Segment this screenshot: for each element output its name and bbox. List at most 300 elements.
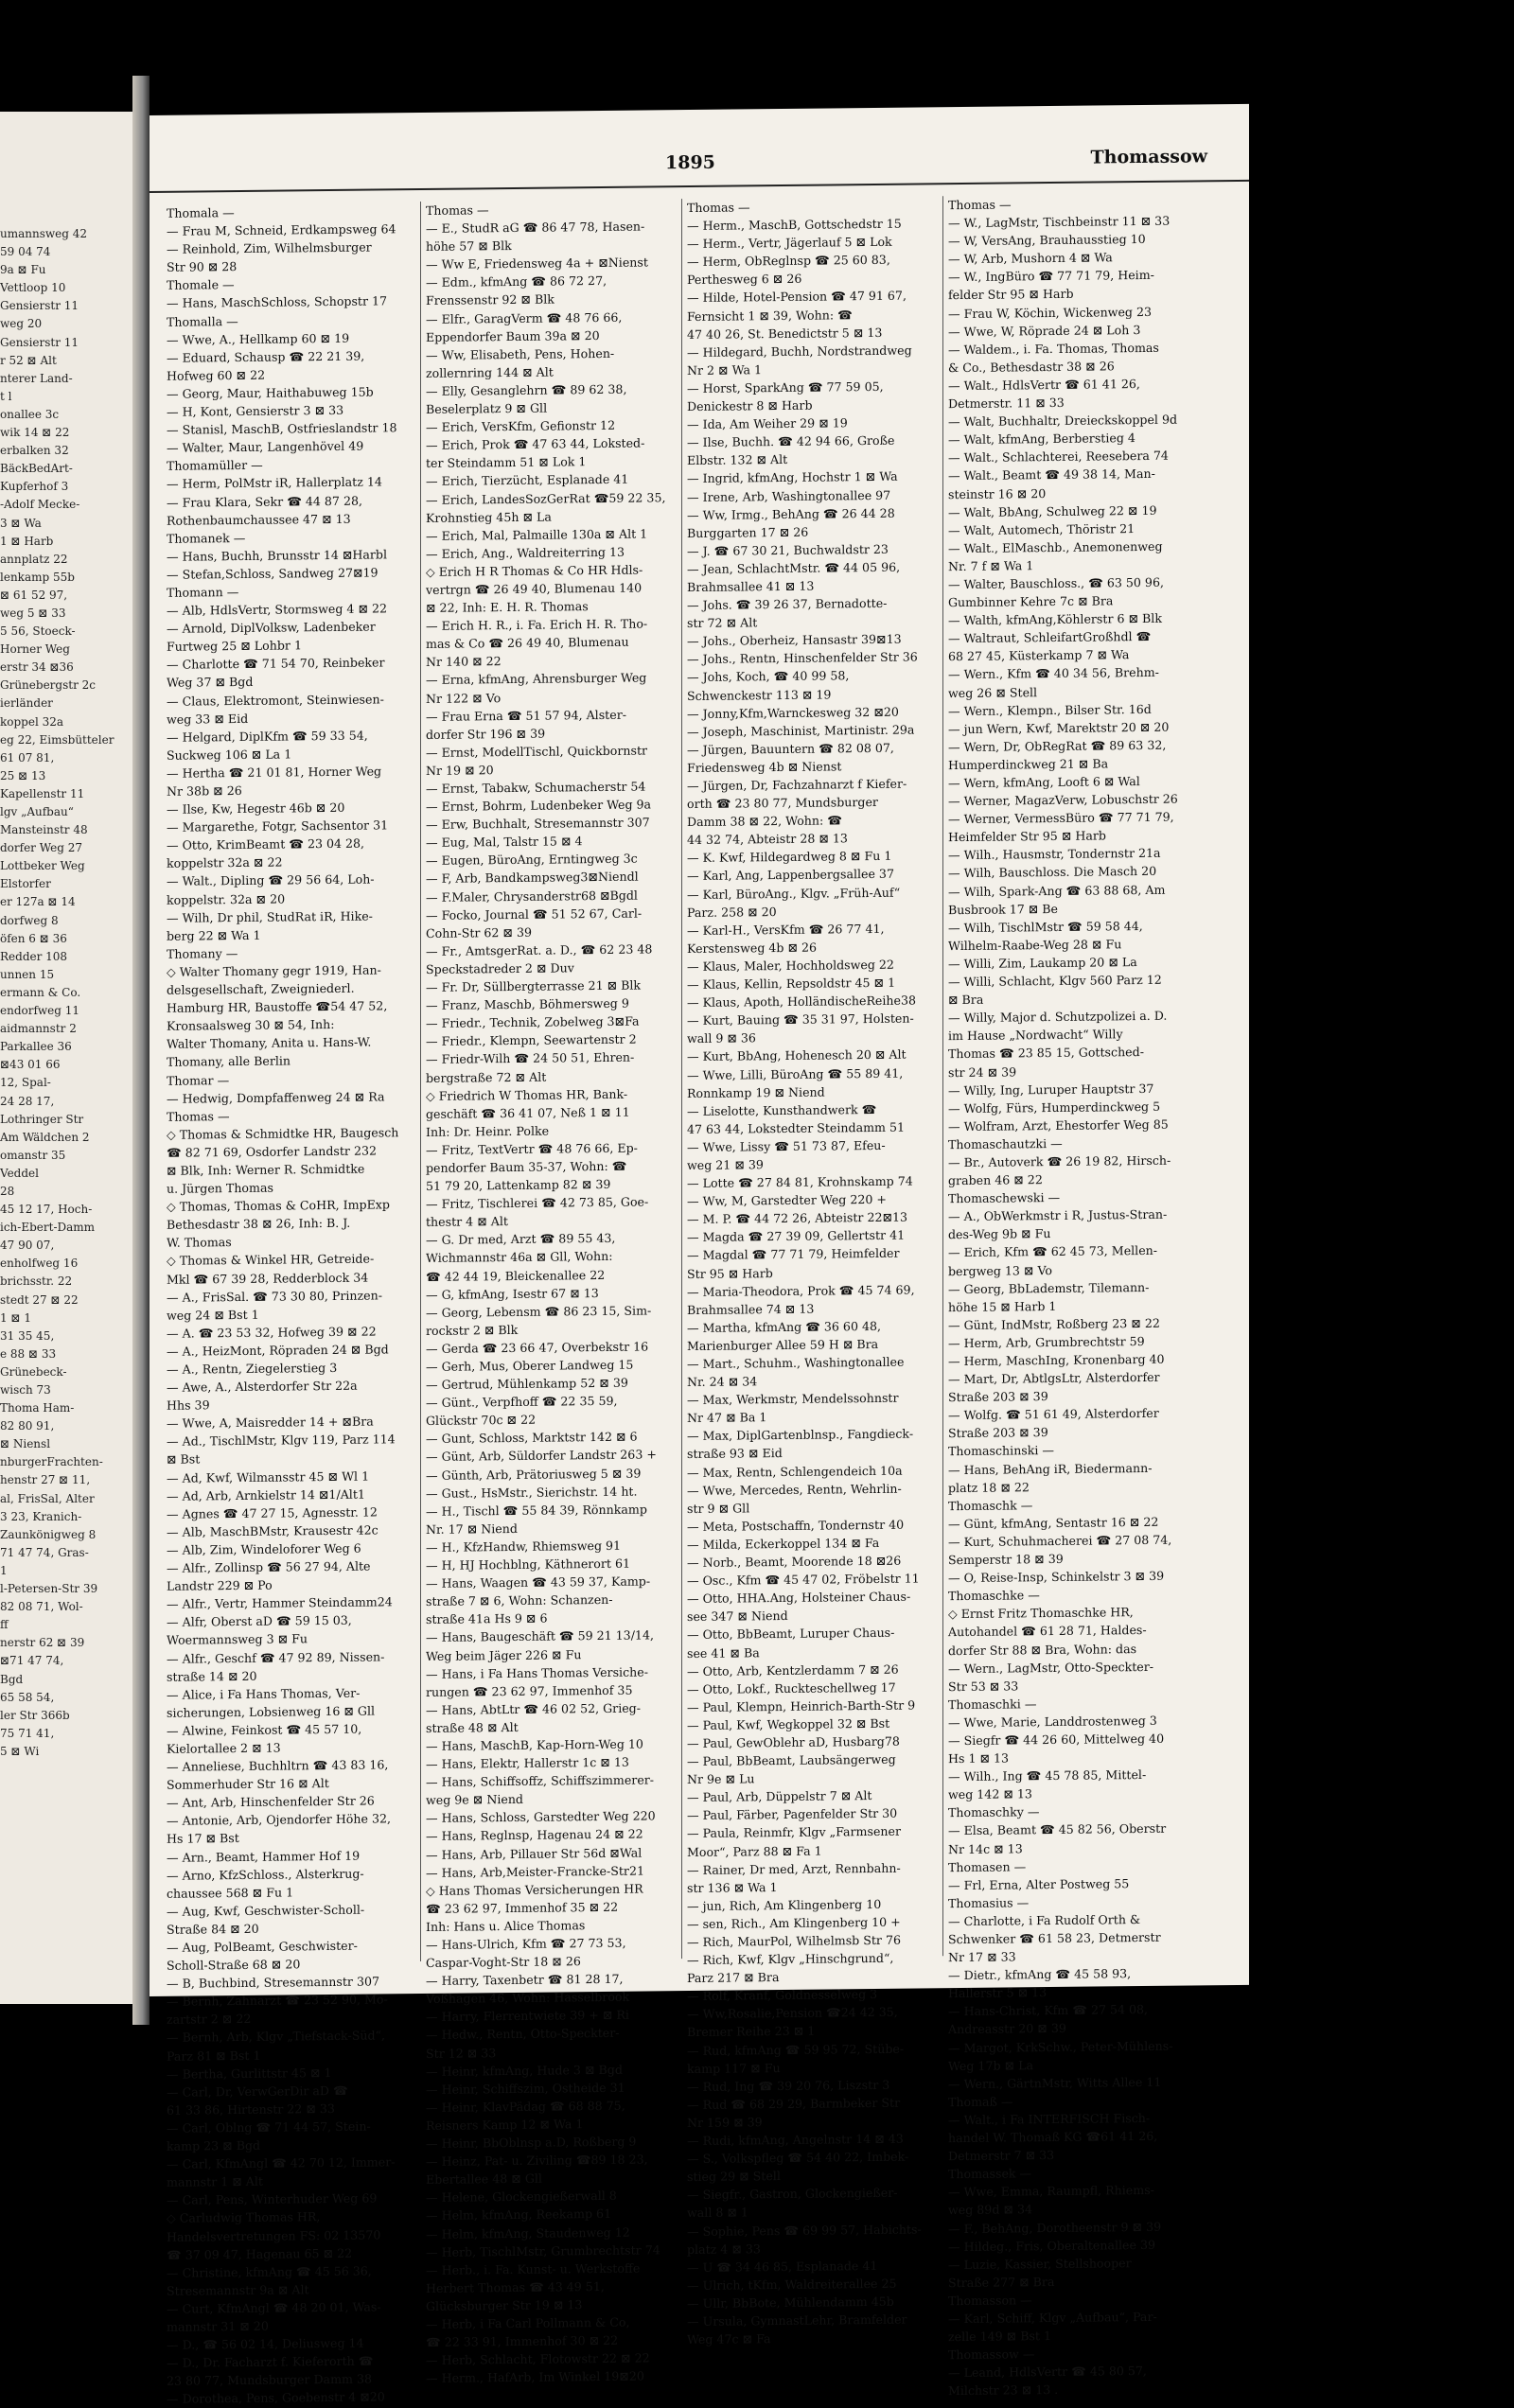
left-page-line: 31 35 45, bbox=[0, 1328, 55, 1343]
directory-entry-line: str 24 ⊠ 39 bbox=[948, 1063, 1017, 1080]
directory-entry-line: bergstraße 72 ⊠ Alt bbox=[426, 1069, 547, 1085]
page-header bbox=[150, 142, 1249, 193]
directory-entry-line: Krohnstieg 45h ⊠ La bbox=[426, 509, 552, 525]
directory-entry-line: — Wwe, Lilli, BüroAng ☎ 55 89 41, bbox=[687, 1065, 904, 1082]
directory-entry-line: — Horst, SparkAng ☎ 77 59 05, bbox=[687, 378, 884, 395]
directory-entry-line: Hs 17 ⊠ Bst bbox=[167, 1831, 239, 1847]
directory-entry-line: — Carl, Pens, Winterhuder Weg 69 bbox=[167, 2190, 378, 2208]
directory-entry-line: ◇ Hans Thomas Versicherungen HR bbox=[426, 1881, 643, 1898]
directory-entry-line: — Irene, Arb, Washingtonallee 97 bbox=[687, 487, 891, 504]
directory-entry-line: — Ernst, Tabakw, Schumacherstr 54 bbox=[426, 779, 646, 796]
left-page-line: nterer Land- bbox=[0, 371, 73, 385]
directory-entry-line: Parz. 258 ⊠ 20 bbox=[687, 904, 777, 920]
directory-entry-line: — Ww, Irmg., BehAng ☎ 26 44 28 bbox=[687, 505, 895, 522]
directory-entry-line: — Charlotte ☎ 71 54 70, Reinbeker bbox=[167, 655, 385, 673]
directory-entry-line: — Dietr., kfmAng ☎ 45 58 93, bbox=[948, 1966, 1132, 1983]
directory-entry-line: straße 41a Hs 9 ⊠ 6 bbox=[426, 1610, 548, 1627]
directory-entry-line: — Max, Rentn, Schlengendeich 10a bbox=[687, 1463, 903, 1480]
directory-entry-line: Thomalla — bbox=[167, 313, 238, 329]
directory-entry-line: Beselerplatz 9 ⊠ Gll bbox=[426, 400, 548, 416]
directory-entry-line: — Jean, SchlachtMstr. ☎ 44 05 96, bbox=[687, 559, 901, 576]
directory-entry-line: — Carl, Dr, VerwGerDir aD ☎ bbox=[167, 2083, 348, 2100]
left-page-line: onallee 3c bbox=[0, 407, 60, 421]
directory-entry-line: Weg 47c ⊠ Fa bbox=[687, 2331, 771, 2347]
directory-entry-line: Str 95 ⊠ Harb bbox=[687, 1265, 773, 1281]
directory-entry-line: zelle 149 ⊠ Bst 1 bbox=[948, 2329, 1051, 2345]
left-page-line: henstr 27 ⊠ 11, bbox=[0, 1473, 91, 1487]
left-page-line: 45 12 17, Hoch- bbox=[0, 1203, 93, 1217]
directory-entry-line: im Hause „Nordwacht“ Willy bbox=[948, 1027, 1123, 1044]
directory-entry-line: — Bernh, Zahnarzt ☎ 23 52 90, Mo- bbox=[167, 1992, 388, 2010]
directory-entry-line: Thomasius — bbox=[948, 1895, 1030, 1910]
directory-entry-line: ◇ Walter Thomany gegr 1919, Han- bbox=[167, 962, 381, 979]
directory-entry-line: — Joseph, Maschinist, Martinistr. 29a bbox=[687, 722, 915, 739]
directory-entry-line: — Walt., Dipling ☎ 29 56 64, Loh- bbox=[167, 871, 375, 889]
directory-entry-line: — Ingrid, kfmAng, Hochstr 1 ⊠ Wa bbox=[687, 469, 898, 486]
directory-entry-line: 47 40 26, St. Benedictstr 5 ⊠ 13 bbox=[687, 325, 883, 342]
left-page-line: ff bbox=[0, 1618, 9, 1632]
directory-entry-line: — Wern., Kfm ☎ 40 34 56, Brehm- bbox=[948, 665, 1159, 682]
directory-entry-line: Thomaschky — bbox=[948, 1804, 1040, 1820]
directory-entry-line: Thomassek — bbox=[948, 2166, 1032, 2182]
directory-entry-line: ⊠ Bra bbox=[948, 992, 984, 1008]
directory-entry-line: platz 4 ⊠ 33 bbox=[687, 2241, 761, 2257]
directory-entry-line: — Kurt, Schuhmacherei ☎ 27 08 74, bbox=[948, 1532, 1172, 1550]
directory-entry-line: — Hans, MaschSchloss, Schopstr 17 bbox=[167, 293, 388, 311]
directory-entry-line: — Ad, Kwf, Wilmansstr 45 ⊠ Wl 1 bbox=[167, 1468, 370, 1485]
directory-entry-line: — Antonie, Arb, Ojendorfer Höhe 32, bbox=[167, 1811, 391, 1829]
directory-entry-line: Nr 9e ⊠ Lu bbox=[687, 1771, 755, 1787]
directory-entry-line: — Günt, Arb, Süldorfer Landstr 263 + bbox=[426, 1447, 657, 1465]
directory-entry-line: — Aug, PolBeamt, Geschwister- bbox=[167, 1938, 358, 1955]
directory-entry-line: Straße 84 ⊠ 20 bbox=[167, 1921, 259, 1937]
directory-entry-line: Thomaß — bbox=[948, 2094, 1013, 2110]
directory-entry-line: — Hans, Schloss, Garstedter Weg 220 bbox=[426, 1808, 656, 1826]
directory-entry-line: Detmerstr 7 ⊠ 33 bbox=[948, 2148, 1055, 2164]
directory-entry-line: straße 48 ⊠ Alt bbox=[426, 1719, 519, 1735]
entries-column-1 bbox=[167, 202, 420, 2407]
directory-entry-line: — Paul, BbBeamt, Laubsängerweg bbox=[687, 1751, 896, 1769]
directory-entry-line: ☎ 37 09 47, Hagenau 65 ⊠ 22 bbox=[167, 2245, 353, 2262]
left-page-line: ler Str 366b bbox=[0, 1708, 70, 1722]
directory-entry-line: Schwenckestr 113 ⊠ 19 bbox=[687, 686, 832, 703]
directory-entry-line: — Otto, BbBeamt, Luruper Chaus- bbox=[687, 1626, 895, 1643]
directory-entry-line: — Erich, Ang., Waldreiterring 13 bbox=[426, 544, 625, 561]
left-page-line: öfen 6 ⊠ 36 bbox=[0, 931, 67, 945]
directory-entry-line: Thomany, alle Berlin bbox=[167, 1053, 291, 1070]
directory-entry-line: — Erich, Tierzücht, Esplanade 41 bbox=[426, 472, 629, 489]
directory-entry-line: — Paul, Färber, Pagenfelder Str 30 bbox=[687, 1806, 898, 1823]
directory-entry-line: — Ida, Am Weiher 29 ⊠ 19 bbox=[687, 415, 848, 432]
directory-entry-line: — Willi, Schlacht, Klgv 560 Parz 12 bbox=[948, 972, 1162, 990]
directory-entry-line: — Herb, TischlMstr, Grumbrechtstr 74 bbox=[426, 2241, 660, 2259]
directory-entry-line: — Walter, Maur, Langenhövel 49 bbox=[167, 438, 364, 456]
directory-entry-line: — Wilh., Hausmstr, Tondernstr 21a bbox=[948, 846, 1161, 863]
directory-entry-line: — Alb, HdlsVertr, Stormsweg 4 ⊠ 22 bbox=[167, 601, 388, 618]
directory-entry-line: — Frau W, Köchin, Wickenweg 23 bbox=[948, 304, 1153, 321]
left-page-line: Bgd bbox=[0, 1672, 24, 1686]
directory-entry-line: — Ullr, BbBote, Mühlendamm 45b bbox=[687, 2294, 894, 2311]
left-page-line: stedt 27 ⊠ 22 bbox=[0, 1292, 79, 1307]
directory-entry-line: — Jonny,Kfm,Warnckesweg 32 ⊠20 bbox=[687, 704, 899, 721]
directory-entry-line: rockstr 2 ⊠ Blk bbox=[426, 1322, 519, 1338]
directory-entry-line: — Wolfg. ☎ 51 61 49, Alsterdorfer bbox=[948, 1406, 1159, 1423]
directory-entry-line: str 72 ⊠ Alt bbox=[687, 615, 758, 631]
directory-entry-line: — Franz, Maschb, Böhmersweg 9 bbox=[426, 995, 629, 1013]
directory-entry-line: Nr 14c ⊠ 13 bbox=[948, 1840, 1023, 1856]
directory-entry-line: — Erich, Prok ☎ 47 63 44, Loksted- bbox=[426, 435, 645, 453]
directory-entry-line: — Klaus, Maler, Hochholdsweg 22 bbox=[687, 957, 894, 974]
directory-entry-line: — Eugen, BüroAng, Erntingweg 3c bbox=[426, 851, 638, 869]
directory-entry-line: Thomas — bbox=[948, 197, 1012, 213]
directory-entry-line: — Norb., Beamt, Moorende 18 ⊠26 bbox=[687, 1553, 902, 1571]
directory-entry-line: — Br., Autoverk ☎ 26 19 82, Hirsch- bbox=[948, 1152, 1171, 1170]
directory-entry-line: weg 33 ⊠ Eid bbox=[167, 711, 249, 727]
directory-entry-line: — Bernh, Arb, Klgv „Tiefstack-Süd“, bbox=[167, 2028, 385, 2046]
left-page-line: weg 5 ⊠ 33 bbox=[0, 606, 66, 620]
directory-entry-line: — Harry, Flerrentwiete 39 + ⊠ Ri bbox=[426, 2008, 629, 2025]
directory-entry-line: — F.Maler, Chrysanderstr68 ⊠Bgdl bbox=[426, 888, 638, 905]
directory-entry-line: bergweg 13 ⊠ Vo bbox=[948, 1262, 1052, 1278]
directory-entry-line: dorfer Str 196 ⊠ 39 bbox=[426, 726, 546, 742]
directory-entry-line: str 9 ⊠ Gll bbox=[687, 1501, 750, 1516]
directory-entry-line: 44 32 74, Abteistr 28 ⊠ 13 bbox=[687, 831, 848, 848]
directory-entry-line: — Wern, kfmAng, Looft 6 ⊠ Wal bbox=[948, 774, 1140, 791]
directory-entry-line: — Hans, Waagen ☎ 43 59 37, Kamp- bbox=[426, 1573, 651, 1591]
entries-column-2 bbox=[426, 199, 679, 2386]
directory-entry-line: Stresemannstr 9a ⊠ Alt bbox=[167, 2282, 309, 2298]
directory-entry-line: — Karl, Ang, Lappenbergsallee 37 bbox=[687, 867, 894, 884]
directory-entry-line: str 136 ⊠ Wa 1 bbox=[687, 1879, 778, 1895]
left-page-line: Vettloop 10 bbox=[0, 281, 66, 295]
directory-entry-line: — Rud ☎ 68 29 29, Barmbeker Str bbox=[687, 2095, 901, 2112]
directory-entry-line: — Harry, Taxenbetr ☎ 81 28 17, bbox=[426, 1971, 624, 1989]
directory-entry-line: — Curt, KfmAngl ☎ 48 20 01, Was- bbox=[167, 2299, 381, 2316]
directory-entry-line: — Elfr., GaragVerm ☎ 48 76 66, bbox=[426, 309, 623, 326]
directory-entry-line: ☎ 42 44 19, Bleickenallee 22 bbox=[426, 1267, 606, 1284]
left-page-line: Redder 108 bbox=[0, 949, 68, 963]
directory-entry-line: — Wern., Klempn., Bilser Str. 16d bbox=[948, 701, 1152, 718]
directory-entry-line: ◇ Carludwig Thomas HR, bbox=[167, 2209, 321, 2226]
directory-entry-line: zollernring 144 ⊠ Alt bbox=[426, 364, 554, 380]
directory-entry-line: — Wwe, Lissy ☎ 51 73 87, Efeu- bbox=[687, 1137, 886, 1154]
directory-entry-line: & Co., Bethesdastr 38 ⊠ 26 bbox=[948, 359, 1115, 376]
directory-entry-line: Thomaschke — bbox=[948, 1588, 1040, 1604]
directory-entry-line: — Maria-Theodora, Prok ☎ 45 74 69, bbox=[687, 1282, 915, 1299]
directory-entry-line: — Hans, AbtLtr ☎ 46 02 52, Grieg- bbox=[426, 1700, 641, 1717]
directory-entry-line: — Herb, i Fa Carl Pollmann & Co, bbox=[426, 2314, 630, 2331]
directory-entry-line: — Lotte ☎ 27 84 81, Krohnskamp 74 bbox=[687, 1173, 913, 1191]
directory-entry-line: — Walt, Automech, Thöristr 21 bbox=[948, 520, 1136, 537]
left-page-line: wik 14 ⊠ 22 bbox=[0, 426, 70, 440]
directory-entry-line: Nr 17 ⊠ 33 bbox=[948, 1949, 1016, 1965]
directory-entry-line: Nr 122 ⊠ Vo bbox=[426, 690, 502, 706]
directory-entry-line: — Siegfr ☎ 44 26 60, Mittelweg 40 bbox=[948, 1731, 1165, 1749]
directory-entry-line: Parz 217 ⊠ Bra bbox=[687, 1970, 780, 1986]
directory-entry-line: 51 79 20, Lattenkamp 82 ⊠ 39 bbox=[426, 1176, 611, 1194]
directory-entry-line: Handelsvertretungen FS: 02 13570 bbox=[167, 2226, 381, 2244]
directory-entry-line: — Georg, Maur, Haithabuweg 15b bbox=[167, 384, 374, 401]
left-page-line: 25 ⊠ 13 bbox=[0, 768, 46, 782]
left-page-line: endorfweg 11 bbox=[0, 1004, 80, 1018]
directory-entry-line: — H., KfzHandw, Rhiemsweg 91 bbox=[426, 1538, 622, 1555]
left-page-line: t l bbox=[0, 389, 12, 403]
left-page-line: 82 80 91, bbox=[0, 1419, 55, 1433]
directory-entry-line: — Max, Werkmstr, Mendelssohnstr bbox=[687, 1390, 899, 1408]
directory-entry-line: Thomas — bbox=[167, 1108, 230, 1124]
directory-entry-line: — Helene, Glockengießerwall 8 bbox=[426, 2188, 617, 2206]
directory-entry-line: — Herb., i. Fa. Kunst- u. Werkstoffe bbox=[426, 2260, 641, 2277]
directory-entry-line: Bethesdastr 38 ⊠ 26, Inh: B. J. bbox=[167, 1216, 351, 1233]
directory-entry-line: — Johs. ☎ 39 26 37, Bernadotte- bbox=[687, 595, 888, 613]
directory-entry-line: — Mart., Schuhm., Washingtonallee bbox=[687, 1354, 905, 1372]
directory-entry-line: wall 8 ⊠ 1 bbox=[687, 2205, 748, 2221]
directory-entry-line: — Werner, VermessBüro ☎ 77 71 79, bbox=[948, 809, 1174, 827]
directory-entry-line: — Ilse, Kw, Hegestr 46b ⊠ 20 bbox=[167, 800, 345, 817]
directory-entry-line: Glücksburger Str 19 ⊠ 13 bbox=[426, 2297, 583, 2313]
directory-entry-line: — Awe, A., Alsterdorfer Str 22a bbox=[167, 1378, 358, 1395]
directory-entry-line: ☎ 22 33 91, Immenhof 30 ⊠ 22 bbox=[426, 2332, 619, 2350]
directory-entry-line: — Helm, kfmAng, Staudenweg 12 bbox=[426, 2224, 630, 2241]
left-page-line: ierländer bbox=[0, 696, 53, 711]
directory-entry-line: — Margarethe, Fotgr, Sachsentor 31 bbox=[167, 817, 389, 835]
directory-entry-line: Parz 81 ⊠ Bst 1 bbox=[167, 2048, 261, 2064]
directory-entry-line: — Fr. Dr, Süllbergterrasse 21 ⊠ Blk bbox=[426, 977, 642, 994]
directory-entry-line: — Hertha ☎ 21 01 81, Horner Weg bbox=[167, 764, 382, 781]
directory-entry-line: Inh: Hans u. Alice Thomas bbox=[426, 1918, 586, 1934]
directory-entry-line: — Frau M, Schneid, Erdkampsweg 64 bbox=[167, 221, 396, 238]
directory-entry-line: — Gunt, Schloss, Marktstr 142 ⊠ 6 bbox=[426, 1429, 638, 1447]
directory-entry-line: Thomamüller — bbox=[167, 458, 263, 474]
directory-entry-line: mannstr 1 ⊠ Alt bbox=[167, 2173, 263, 2190]
directory-entry-line: — Rainer, Dr med, Arzt, Rennbahn- bbox=[687, 1860, 901, 1877]
directory-entry-line: — Ww, Elisabeth, Pens, Hohen- bbox=[426, 345, 615, 362]
directory-entry-line: Autohandel ☎ 61 28 71, Haldes- bbox=[948, 1623, 1147, 1640]
left-page-line: 65 58 54, bbox=[0, 1690, 55, 1704]
directory-entry-line: — A., FrisSal. ☎ 73 30 80, Prinzen- bbox=[167, 1288, 382, 1305]
directory-entry-line: Scholl-Straße 68 ⊠ 20 bbox=[167, 1957, 301, 1973]
directory-entry-line: — Hans, Arb,Meister-Francke-Str21 bbox=[426, 1863, 644, 1880]
directory-entry-line: — Walt, BbAng, Schulweg 22 ⊠ 19 bbox=[948, 502, 1157, 519]
directory-entry-line: — Frl, Erna, Alter Postweg 55 bbox=[948, 1875, 1130, 1892]
directory-entry-line: — Arn., Beamt, Hammer Hof 19 bbox=[167, 1848, 361, 1865]
directory-entry-line: — Frau Erna ☎ 51 57 94, Alster- bbox=[426, 707, 626, 724]
directory-entry-line: — Alb, MaschBMstr, Krausestr 42c bbox=[167, 1522, 378, 1539]
directory-entry-line: — Willy, Ing, Luruper Hauptstr 37 bbox=[948, 1081, 1154, 1098]
directory-entry-line: ◇ Thomas, Thomas & CoHR, ImpExp bbox=[167, 1197, 390, 1214]
directory-entry-line: — Walter, Bauschloss., ☎ 63 50 96, bbox=[948, 574, 1164, 592]
left-page-line: ⊠43 01 66 bbox=[0, 1058, 61, 1072]
directory-entry-line: Straße 277 ⊠ Bra bbox=[948, 2274, 1055, 2290]
left-page-line: brichsstr. 22 bbox=[0, 1274, 73, 1289]
left-page-text bbox=[0, 225, 132, 1761]
directory-entry-line: — Helgard, DiplKfm ☎ 59 33 54, bbox=[167, 728, 368, 745]
directory-entry-line: — Heinz, Pat- u. Ziviling ☎89 18 23, bbox=[426, 2152, 648, 2170]
directory-entry-line: — E., StudR aG ☎ 86 47 78, Hasen- bbox=[426, 219, 645, 237]
left-page-line: ich-Ebert-Damm bbox=[0, 1221, 96, 1235]
directory-entry-line: — Günt, kfmAng, Sentastr 16 ⊠ 22 bbox=[948, 1514, 1159, 1532]
directory-entry-line: — Hilde, Hotel-Pension ☎ 47 91 67, bbox=[687, 289, 907, 306]
column-divider bbox=[681, 199, 682, 1959]
directory-entry-line: ◇ Erich H R Thomas & Co HR Hdls- bbox=[426, 562, 643, 579]
left-page-line: Elstorfer bbox=[0, 877, 51, 891]
directory-entry-line: — W, Arb, Mushorn 4 ⊠ Wa bbox=[948, 250, 1113, 267]
directory-entry-line: platz 18 ⊠ 22 bbox=[948, 1479, 1030, 1495]
directory-entry-line: see 347 ⊠ Niend bbox=[687, 1608, 788, 1625]
directory-entry-line: — Hans, Schiffsoffz, Schiffszimmerer- bbox=[426, 1772, 655, 1790]
directory-entry-line: — Herm., MaschB, Gottschedstr 15 bbox=[687, 216, 902, 234]
left-page-line: unnen 15 bbox=[0, 967, 55, 981]
directory-entry-line: — Herb, Schlacht, Flotowstr 22 ⊠ 22 bbox=[426, 2350, 650, 2368]
directory-entry-line: Thomas — bbox=[426, 202, 489, 218]
directory-entry-line: — M. P. ☎ 44 72 26, Abteistr 22⊠13 bbox=[687, 1209, 908, 1227]
directory-entry-line: steinstr 16 ⊠ 20 bbox=[948, 485, 1047, 501]
directory-entry-line: Burggarten 17 ⊠ 26 bbox=[687, 524, 809, 540]
directory-entry-line: — Mart, Dr, AbtlgsLtr, Alsterdorfer bbox=[948, 1369, 1160, 1387]
directory-entry-line: ⊠ Blk, Inh: Werner R. Schmidtke bbox=[167, 1161, 365, 1178]
left-page-line: dorfer Weg 27 bbox=[0, 841, 82, 855]
directory-entry-line: straße 14 ⊠ 20 bbox=[167, 1668, 257, 1684]
directory-entry-line: — Waltraut, SchleifartGroßhdl ☎ bbox=[948, 629, 1152, 646]
directory-entry-line: Walter Thomany, Anita u. Hans-W. bbox=[167, 1034, 372, 1052]
directory-entry-line: Thomaschinski — bbox=[948, 1443, 1055, 1459]
directory-entry-line: Straße 203 ⊠ 39 bbox=[948, 1389, 1048, 1405]
directory-entry-line: — Ww,Rosalie,Pension ☎24 42 35, bbox=[687, 2005, 898, 2022]
directory-entry-line: — Stefan,Schloss, Sandweg 27⊠19 bbox=[167, 565, 378, 582]
directory-entry-line: Thomann — bbox=[167, 584, 239, 600]
directory-entry-line: — Alfr., Zollinsp ☎ 56 27 94, Alte bbox=[167, 1558, 371, 1575]
directory-entry-line: — W., LagMstr, Tischbeinstr 11 ⊠ 33 bbox=[948, 213, 1171, 231]
directory-entry-line: — Ww E, Friedensweg 4a + ⊠Nienst bbox=[426, 255, 648, 272]
directory-entry-line: des-Weg 9b ⊠ Fu bbox=[948, 1226, 1051, 1242]
left-page-line: 5 56, Stoeck- bbox=[0, 624, 76, 639]
directory-entry-line: Ronnkamp 19 ⊠ Niend bbox=[687, 1084, 825, 1100]
directory-entry-line: Thomale — bbox=[167, 277, 235, 293]
directory-entry-line: Thomanek — bbox=[167, 530, 246, 546]
directory-entry-line: — sen, Rich., Am Klingenberg 10 + bbox=[687, 1914, 901, 1931]
directory-entry-line: — Osc., Kfm ☎ 45 47 02, Fröbelstr 11 bbox=[687, 1571, 920, 1589]
left-page-line: Thoma Ham- bbox=[0, 1401, 75, 1415]
directory-entry-line: — Fritz, TextVertr ☎ 48 76 66, Ep- bbox=[426, 1140, 638, 1157]
directory-entry-line: — Claus, Elektromont, Steinwiesen- bbox=[167, 691, 384, 709]
directory-entry-line: Hofweg 60 ⊠ 22 bbox=[167, 367, 266, 383]
directory-entry-line: Hs 1 ⊠ 13 bbox=[948, 1750, 1010, 1766]
left-page-line: ⊠71 47 74, bbox=[0, 1654, 64, 1668]
directory-entry-line: — Leand, HdlsVertr ☎ 45 80 57, bbox=[948, 2364, 1147, 2381]
left-page-line: wisch 73 bbox=[0, 1383, 51, 1397]
directory-entry-line: weg 142 ⊠ 13 bbox=[948, 1786, 1032, 1802]
left-page-line: -Adolf Mecke- bbox=[0, 498, 80, 512]
directory-entry-line: — F, Arb, Bandkampsweg3⊠Niendl bbox=[426, 870, 639, 887]
directory-page bbox=[150, 104, 1249, 2407]
left-page-line: 28 bbox=[0, 1184, 15, 1198]
directory-entry-line: — Magda ☎ 27 39 09, Gellertstr 41 bbox=[687, 1227, 906, 1245]
directory-entry-line: wall 9 ⊠ 36 bbox=[687, 1030, 756, 1046]
directory-entry-line: — Christine, kfmAng ☎ 45 56 36, bbox=[167, 2263, 372, 2280]
directory-entry-line: — Otto, KrimBeamt ☎ 23 04 28, bbox=[167, 835, 365, 853]
directory-entry-line: handel W. Thomaß KG ☎61 41 26, bbox=[948, 2128, 1158, 2146]
directory-entry-line: Weg 17b ⊠ La bbox=[948, 2057, 1033, 2073]
directory-entry-line: — Anneliese, Buchhltrn ☎ 43 83 16, bbox=[167, 1757, 389, 1774]
directory-entry-line: — Meta, Postschaffn, Tondernstr 40 bbox=[687, 1517, 905, 1534]
directory-entry-line: höhe 15 ⊠ Harb 1 bbox=[948, 1298, 1057, 1314]
directory-entry-line: — Wwe, Mercedes, Rentn, Wehrlin- bbox=[687, 1481, 902, 1498]
directory-entry-line: Nr 47 ⊠ Ba 1 bbox=[687, 1410, 767, 1426]
directory-entry-line: mannstr 31 ⊠ 20 bbox=[167, 2318, 269, 2334]
directory-entry-line: Brahmsallee 74 ⊠ 13 bbox=[687, 1301, 815, 1317]
directory-entry-line: — Hans, Arb, Pillauer Str 56d ⊠Wal bbox=[426, 1845, 643, 1862]
directory-entry-line: — Erich, Mal, Palmaille 130a ⊠ Alt 1 bbox=[426, 526, 648, 543]
directory-entry-line: — Rudi, kfmAng, Angelnstr 14 ⊠ 43 bbox=[687, 2131, 904, 2149]
directory-entry-line: mas & Co ☎ 26 49 40, Blumenau bbox=[426, 634, 629, 652]
directory-entry-line: Str 90 ⊠ 28 bbox=[167, 259, 238, 275]
directory-entry-line: 68 27 45, Küsterkamp 7 ⊠ Wa bbox=[948, 647, 1130, 664]
left-page-line: eg 22, Eimsbütteler bbox=[0, 732, 114, 747]
directory-entry-line: — Milda, Eckerkoppel 134 ⊠ Fa bbox=[687, 1535, 880, 1552]
directory-entry-line: Thomar — bbox=[167, 1072, 230, 1088]
book-gutter bbox=[132, 76, 150, 2025]
directory-entry-line: — Arnold, DiplVolksw, Ladenbeker bbox=[167, 619, 376, 636]
directory-entry-line: Hamburg HR, Baustoffe ☎54 47 52, bbox=[167, 998, 388, 1015]
directory-entry-line: Str 53 ⊠ 33 bbox=[948, 1679, 1019, 1694]
directory-entry-line: — Walth, kfmAng,Köhlerstr 6 ⊠ Blk bbox=[948, 610, 1162, 628]
directory-entry-line: Milchstr 23 ⊠ 13 . bbox=[948, 2382, 1059, 2399]
directory-entry-line: — Bertha, Gurlittstr 45 ⊠ 1 bbox=[167, 2065, 332, 2082]
directory-entry-line: — Ww, M, Garstedter Weg 220 + bbox=[687, 1191, 887, 1209]
directory-entry-line: — Gertrud, Mühlenkamp 52 ⊠ 39 bbox=[426, 1375, 628, 1393]
directory-entry-line: 23 80 77, Mundsburger Damm 38 bbox=[167, 2371, 372, 2389]
directory-entry-line: — Alfr., Geschf ☎ 47 92 89, Nissen- bbox=[167, 1648, 385, 1666]
directory-entry-line: — Gerh, Mus, Oberer Landweg 15 bbox=[426, 1357, 634, 1374]
directory-entry-line: Frenssenstr 92 ⊠ Blk bbox=[426, 291, 555, 308]
directory-entry-line: Ebertallee 48 ⊠ Gll bbox=[426, 2171, 542, 2188]
directory-entry-line: koppelstr 32a ⊠ 22 bbox=[167, 854, 283, 871]
directory-entry-line: ☎ 23 62 97, Immenhof 35 ⊠ 22 bbox=[426, 1899, 619, 1916]
directory-entry-line: Landstr 229 ⊠ Po bbox=[167, 1577, 273, 1593]
directory-entry-line: Speckstadreder 2 ⊠ Duv bbox=[426, 960, 574, 976]
directory-entry-line: — Erich, LandesSozGerRat ☎59 22 35, bbox=[426, 489, 666, 507]
entries-column-4 bbox=[948, 193, 1202, 2399]
left-page-line: 3 23, Kranich- bbox=[0, 1509, 82, 1523]
directory-entry-line: — Hedw., Rentn, Otto-Speckter- bbox=[426, 2026, 620, 2043]
left-page-line: ermann & Co. bbox=[0, 985, 81, 999]
directory-entry-line: Kielortallee 2 ⊠ 13 bbox=[167, 1740, 281, 1756]
directory-entry-line: Bremer Reihe 23 ⊠ 1 bbox=[687, 2024, 816, 2040]
left-page-line: al, FrisSal, Alter bbox=[0, 1491, 95, 1505]
directory-entry-line: — Gust., HsMstr., Sierichstr. 14 ht. bbox=[426, 1484, 638, 1501]
directory-entry-line: — Rich, MaurPol, Wilhelmsb Str 76 bbox=[687, 1932, 901, 1950]
directory-entry-line: Suckweg 106 ⊠ La 1 bbox=[167, 747, 292, 763]
directory-entry-line: — G, kfmAng, Isestr 67 ⊠ 13 bbox=[426, 1285, 599, 1302]
directory-entry-line: — U ☎ 34 46 85, Esplanade 41 bbox=[687, 2258, 878, 2275]
directory-entry-line: Herbert Thomas ☎ 43 49 51, bbox=[426, 2278, 605, 2295]
directory-entry-line: — Elsa, Beamt ☎ 45 82 56, Oberstr bbox=[948, 1821, 1167, 1838]
directory-entry-line: — Eug, Mal, Talstr 15 ⊠ 4 bbox=[426, 834, 583, 851]
directory-entry-line: — Kurt, BbAng, Hohenesch 20 ⊠ Alt bbox=[687, 1047, 907, 1064]
directory-entry-line: — Gerda ☎ 23 66 47, Overbekstr 16 bbox=[426, 1339, 649, 1356]
directory-entry-line: orth ☎ 23 80 77, Mundsburger bbox=[687, 795, 878, 812]
directory-entry-line: Weg beim Jäger 226 ⊠ Fu bbox=[426, 1646, 582, 1663]
directory-entry-line: — Jürgen, Bauuntern ☎ 82 08 07, bbox=[687, 740, 894, 757]
directory-entry-line: weg 21 ⊠ 39 bbox=[687, 1157, 764, 1173]
directory-entry-line: Sommerhuder Str 16 ⊠ Alt bbox=[167, 1776, 329, 1792]
directory-entry-line: ◇ Thomas & Winkel HR, Getreide- bbox=[167, 1251, 375, 1269]
directory-entry-line: rungen ☎ 23 62 97, Immenhof 35 bbox=[426, 1682, 633, 1699]
directory-entry-line: ⊠ 22, Inh: E. H. R. Thomas bbox=[426, 599, 589, 616]
directory-entry-line: — Hans, Baugeschäft ☎ 59 21 13/14, bbox=[426, 1627, 654, 1645]
directory-entry-line: — Helm, kfmAng, Reekamp 61 bbox=[426, 2206, 612, 2223]
left-page-line: 61 07 81, bbox=[0, 750, 55, 765]
